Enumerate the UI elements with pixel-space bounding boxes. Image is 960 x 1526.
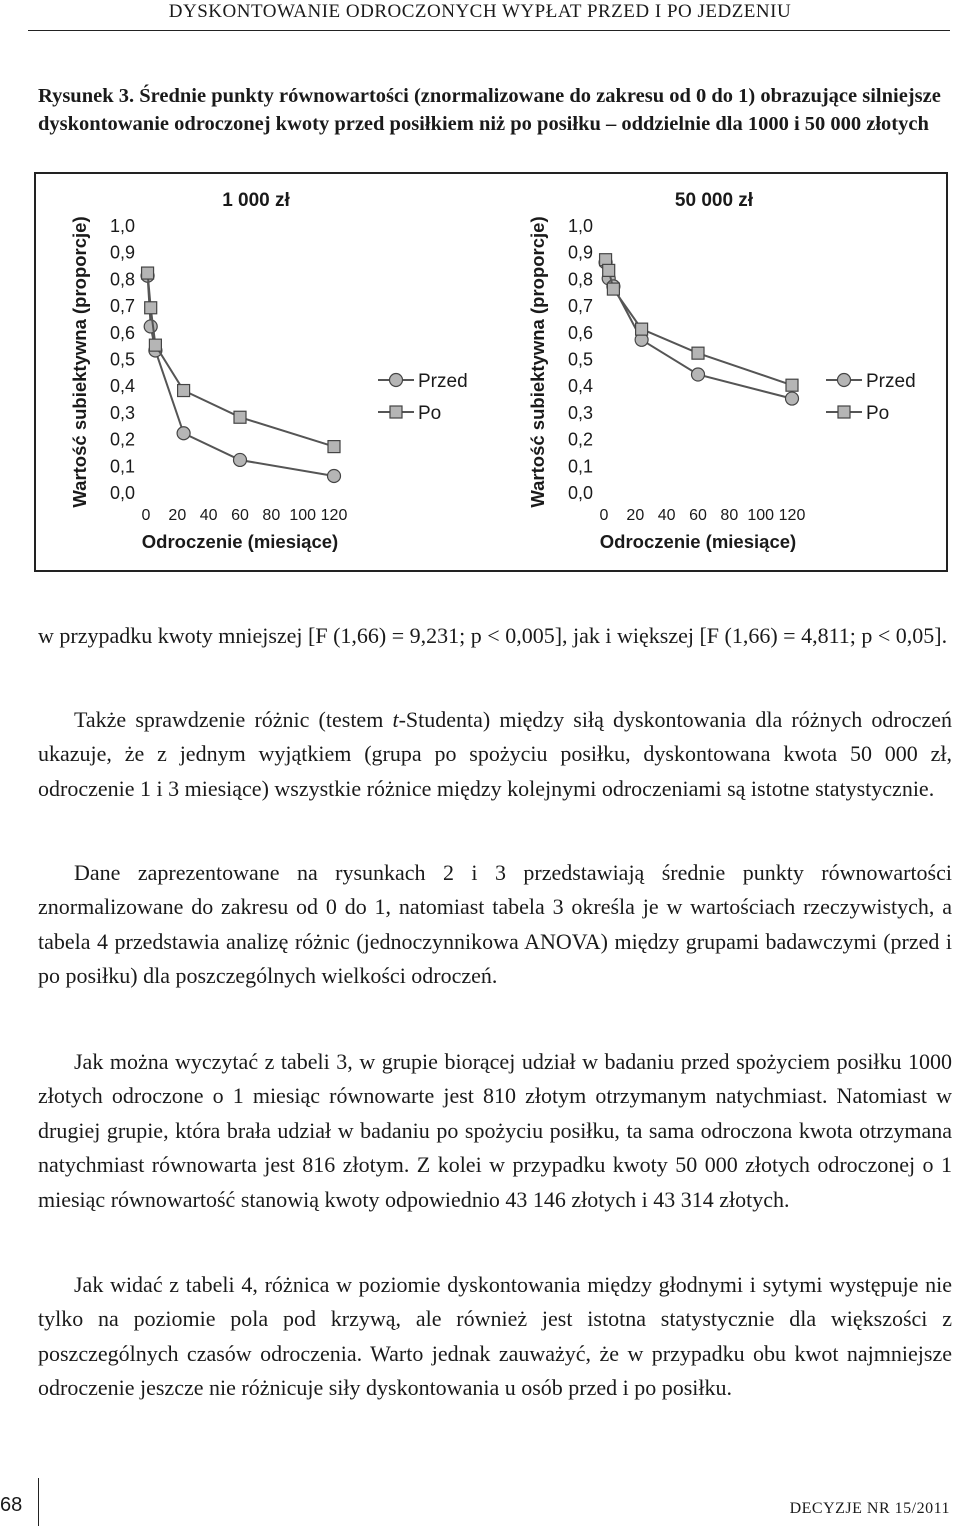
- chart-2-title: 50 000 zł: [674, 190, 754, 211]
- chart-2-ytick-8: 0,8: [568, 269, 594, 290]
- chart-1-series-po-point-2: [149, 339, 161, 351]
- chart-2-series-przed-point-5: [786, 392, 799, 405]
- chart-2-ytick-6: 0,6: [568, 322, 594, 343]
- chart-2-xlabel: Odroczenie (miesiące): [599, 531, 797, 552]
- chart-2-series-po-point-5: [786, 379, 798, 391]
- chart-2-legend-0-label: Przed: [866, 371, 916, 392]
- chart-1-series-po-point-5: [328, 441, 340, 453]
- chart-1-xtick-0: 0: [141, 507, 151, 524]
- chart-2-xtick-4: 80: [720, 507, 739, 524]
- paragraph-3: Dane zaprezentowane na rysunkach 2 i 3 przedstawiają średnie punkty równowartości znormalizowane do zakresu od 0 do 1, natomiast tabela 3 określa je w wartościach rzeczywistych, a tabela 4 przedstawia analizę różnic (jednoczynnikowa ANOVA) między grupami badawczymi (przed i po posiłku) dla poszczególnych wielkości odroczeń.: [38, 860, 952, 989]
- chart-1-ytick-4: 0,4: [110, 376, 136, 397]
- chart-2-series-po-point-3: [636, 323, 648, 335]
- chart-2-ytick-1: 0,1: [568, 456, 594, 477]
- chart-2-legend-1-marker: [838, 406, 850, 418]
- chart-1-ylabel: Wartość subiektywna (proporcje): [69, 216, 90, 508]
- chart-2-ytick-10: 1,0: [568, 216, 594, 236]
- chart-1-ytick-5: 0,5: [110, 349, 136, 370]
- chart-1-xtick-4: 80: [262, 507, 281, 524]
- chart-2-xtick-3: 60: [689, 507, 707, 524]
- chart-2-series-przed-point-4: [692, 368, 705, 381]
- paragraph-1: w przypadku kwoty mniejszej [F (1,66) = 9,231; p < 0,005], jak i większej [F (1,66) = 4,811; p < 0,05].: [38, 623, 948, 648]
- page-number-rule: [38, 1478, 39, 1526]
- caption-text: Średnie punkty równowartości (znormalizowane do zakresu od 0 do 1) obrazujące silniejsze dyskontowanie odroczonej kwoty przed posiłkiem niż po posiłku – oddzielnie dla 1000 i 50 000 złotych: [38, 85, 941, 135]
- chart-1-series-przed-point-3: [177, 427, 190, 440]
- chart-2-legend-1-label: Po: [866, 403, 890, 424]
- chart-2-ylabel: Wartość subiektywna (proporcje): [527, 216, 548, 508]
- chart-2-xtick-1: 20: [626, 507, 645, 524]
- chart-2-ytick-3: 0,3: [568, 402, 594, 423]
- chart-1-xtick-1: 20: [168, 507, 187, 524]
- chart-2-series-po-point-1: [603, 264, 615, 276]
- chart-1-xtick-5: 100: [289, 507, 317, 524]
- caption-label: Rysunek 3.: [38, 85, 135, 107]
- chart-1-ytick-3: 0,3: [110, 402, 136, 423]
- chart-1-series-przed-point-4: [234, 453, 247, 466]
- chart-2-xtick-6: 120: [778, 507, 806, 524]
- chart-2-legend-0-marker: [838, 374, 851, 387]
- running-header: DYSKONTOWANIE ODROCZONYCH WYPŁAT PRZED I PO JEDZENIU: [168, 1, 792, 22]
- chart-2-xtick-2: 40: [657, 507, 676, 524]
- chart-1-title: 1 000 zł: [222, 190, 290, 211]
- paragraph-5: Jak widać z tabeli 4, różnica w poziomie dyskontowania między głodnymi i sytymi występuje nie tylko na poziomie pola pod krzywą, ale również jest istotna statystycznie dla większości z poszczególnych czasów odroczenia. Warto jednak zauważyć, że w przypadku obu kwot najmniejsze odroczenie jeszcze nie różnicuje siły dyskontowania u osób przed i po posiłku.: [38, 1272, 952, 1401]
- chart-2-series-po-point-2: [607, 283, 619, 295]
- chart-2-ytick-7: 0,7: [568, 296, 594, 317]
- paragraph-2-text: Także sprawdzenie różnic (testem t-Studenta) między siłą dyskontowania dla różnych odroczeń ukazuje, że z jednym wyjątkiem (grupa po spożyciu posiłku, dyskontowana kwota 50 000 zł, odroczenie 1 i 3 miesiące) wszystkie różnice między kolejnymi odroczeniami są istotne statystycznie.: [38, 707, 952, 801]
- chart-1-ytick-1: 0,1: [110, 456, 136, 477]
- chart-2-ytick-5: 0,5: [568, 349, 594, 370]
- chart-1-ytick-2: 0,2: [110, 429, 136, 450]
- chart-1-ytick-10: 1,0: [110, 216, 136, 236]
- paragraph-4: Jak można wyczytać z tabeli 3, w grupie biorącej udział w badaniu przed spożyciem posiłku 1000 złotych odroczone o 1 miesiąc równowarte jest 810 złotym otrzymanym natychmiast. Natomiast w drugiej grupie, która brała udział w badaniu po spożyciu posiłku, ta sama odroczona kwota otrzymana natychmiast równowarta jest 816 złotym. Z kolei w przypadku kwoty 50 000 złotych odroczonej o 1 miesiąc równowartość stanowią kwoty odpowiednio 43 146 złotych i 43 314 złotych.: [38, 1049, 952, 1212]
- chart-1-xlabel: Odroczenie (miesiące): [141, 531, 339, 552]
- chart-2-ytick-0: 0,0: [568, 483, 594, 503]
- chart-1-ytick-6: 0,6: [110, 322, 136, 343]
- chart-1-ytick-0: 0,0: [110, 483, 136, 503]
- page-number: 68: [0, 1494, 23, 1516]
- chart-2-xtick-5: 100: [747, 507, 775, 524]
- chart-2-ytick-4: 0,4: [568, 376, 594, 397]
- chart-1-series-po-point-3: [178, 385, 190, 397]
- chart-1-ytick-8: 0,8: [110, 269, 136, 290]
- chart-1-legend-1-label: Po: [418, 403, 442, 424]
- chart-1-ytick-7: 0,7: [110, 296, 136, 317]
- chart-2-ytick-2: 0,2: [568, 429, 594, 450]
- chart-2-series-po-point-4: [692, 347, 704, 359]
- chart-1-xtick-6: 120: [320, 507, 348, 524]
- journal-footer: DECYZJE NR 15/2011: [789, 1500, 950, 1517]
- chart-1-legend-0-marker: [390, 374, 403, 387]
- chart-1-legend-0-label: Przed: [418, 371, 468, 392]
- chart-1-series-przed-point-1: [144, 320, 157, 333]
- chart-1-xtick-2: 40: [199, 507, 218, 524]
- chart-2-xtick-0: 0: [599, 507, 609, 524]
- figure-charts: [0, 0, 960, 600]
- chart-1-legend-1-marker: [390, 406, 402, 418]
- chart-1-series-po-point-1: [145, 302, 157, 314]
- chart-1-xtick-3: 60: [231, 507, 249, 524]
- chart-1-series-przed-point-5: [328, 469, 341, 482]
- chart-1-series-po-point-0: [142, 267, 154, 279]
- paragraph-2: [38, 703, 952, 806]
- chart-2-ytick-9: 0,9: [568, 242, 594, 263]
- chart-1-series-po-point-4: [234, 411, 246, 423]
- chart-1-ytick-9: 0,9: [110, 242, 136, 263]
